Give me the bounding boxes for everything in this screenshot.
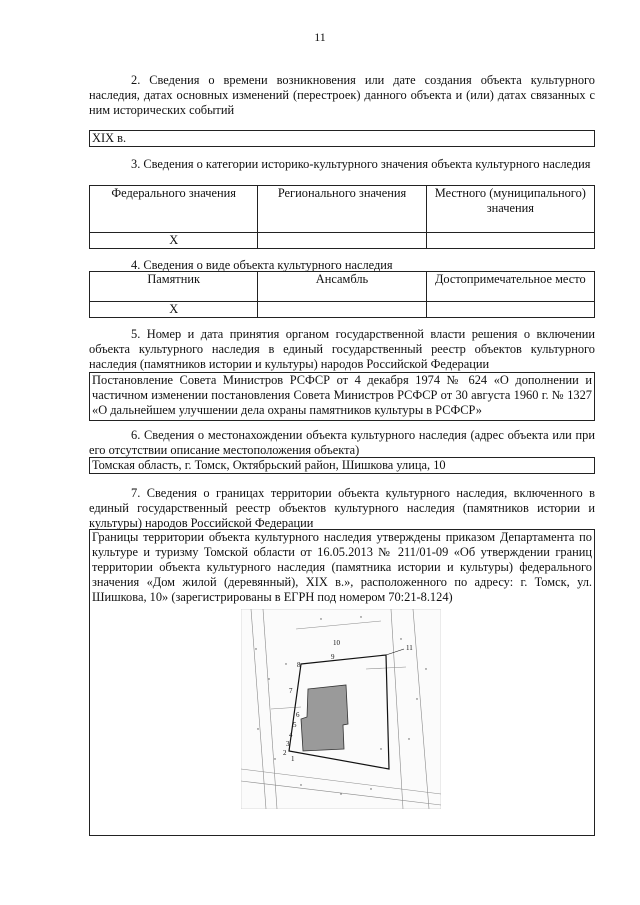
section-7-value: Границы территории объекта культурного наследия утверждены приказом Департамента по культуре и туризму Томской области от 16.05.2013 № 211/01-09 «Об утверждении границ территории объекта культурного наследия (памятника истории и культуры) федерального значения «Дом жилой (деревянный), XIX в.», расположенного по адресу: г. Томск, ул. Шишкова, 10» (зарегистрированы в ЕГРН под номером 70:21-8.124): [92, 530, 592, 604]
section-5-heading: 5. Номер и дата принятия органом государственной власти решения о включении объекта культурного наследия в единый государственный реестр объектов культурного наследия (памятников истории и культуры) народов Российской Федерации: [89, 327, 595, 371]
section-4-col-landmark: Достопримечательное место: [426, 272, 594, 302]
map-label-2: 2: [283, 749, 287, 757]
section-3-heading: 3. Сведения о категории историко-культурного значения объекта культурного наследия: [131, 157, 591, 171]
section-4-table: [89, 271, 595, 318]
map-label-1: 1: [291, 755, 295, 763]
section-4-heading: 4. Сведения о виде объекта культурного наследия: [131, 258, 393, 272]
section-4-col-monument: Памятник: [90, 272, 258, 302]
section-2-value: XIX в.: [89, 130, 595, 147]
section-3-mark-regional: [258, 233, 426, 249]
map-label-9: 9: [331, 653, 335, 661]
map-label-8: 8: [297, 661, 301, 669]
section-3-mark-local: [426, 233, 594, 249]
section-3-table: [89, 185, 595, 249]
territory-map: [241, 609, 441, 809]
section-6-value: Томская область, г. Томск, Октябрьский район, Шишкова улица, 10: [89, 457, 595, 474]
map-label-10: 10: [333, 639, 340, 647]
map-label-4: 4: [289, 731, 293, 739]
section-4-col-ensemble: Ансамбль: [258, 272, 426, 302]
map-label-6: 6: [296, 711, 300, 719]
section-5-value: Постановление Совета Министров РСФСР от 4 декабря 1974 № 624 «О дополнении и частичном изменении постановления Совета Министров РСФСР от 30 августа 1960 г. № 1327 «О дальнейшем улучшении дела охраны памятников культуры в РСФСР»: [89, 372, 595, 421]
map-label-3: 3: [286, 740, 290, 748]
section-3-col-federal: Федерального значения: [90, 186, 258, 233]
section-4-mark-ensemble: [258, 302, 426, 318]
map-label-11: 11: [406, 644, 413, 652]
map-label-7: 7: [289, 687, 293, 695]
section-7-heading: 7. Сведения о границах территории объекта культурного наследия, включенного в единый государственный реестр объектов культурного наследия (памятников истории и культуры) народов Российской Федерации: [89, 486, 595, 530]
section-4-mark-landmark: [426, 302, 594, 318]
section-4-mark-monument: X: [90, 302, 258, 318]
section-3-mark-federal: X: [90, 233, 258, 249]
building-footprint: [301, 685, 348, 751]
map-label-5: 5: [293, 721, 297, 729]
section-6-heading: 6. Сведения о местонахождении объекта культурного наследия (адрес объекта или при его отсутствии описание местоположения объекта): [89, 428, 595, 457]
section-2-heading: 2. Сведения о времени возникновения или дате создания объекта культурного наследия, датах основных изменений (перестроек) данного объекта и (или) датах связанных с ним исторических событий: [89, 73, 595, 117]
section-3-col-regional: Регионального значения: [258, 186, 426, 233]
page-number: 11: [314, 30, 326, 44]
section-3-col-local: Местного (муниципального) значения: [426, 186, 594, 233]
